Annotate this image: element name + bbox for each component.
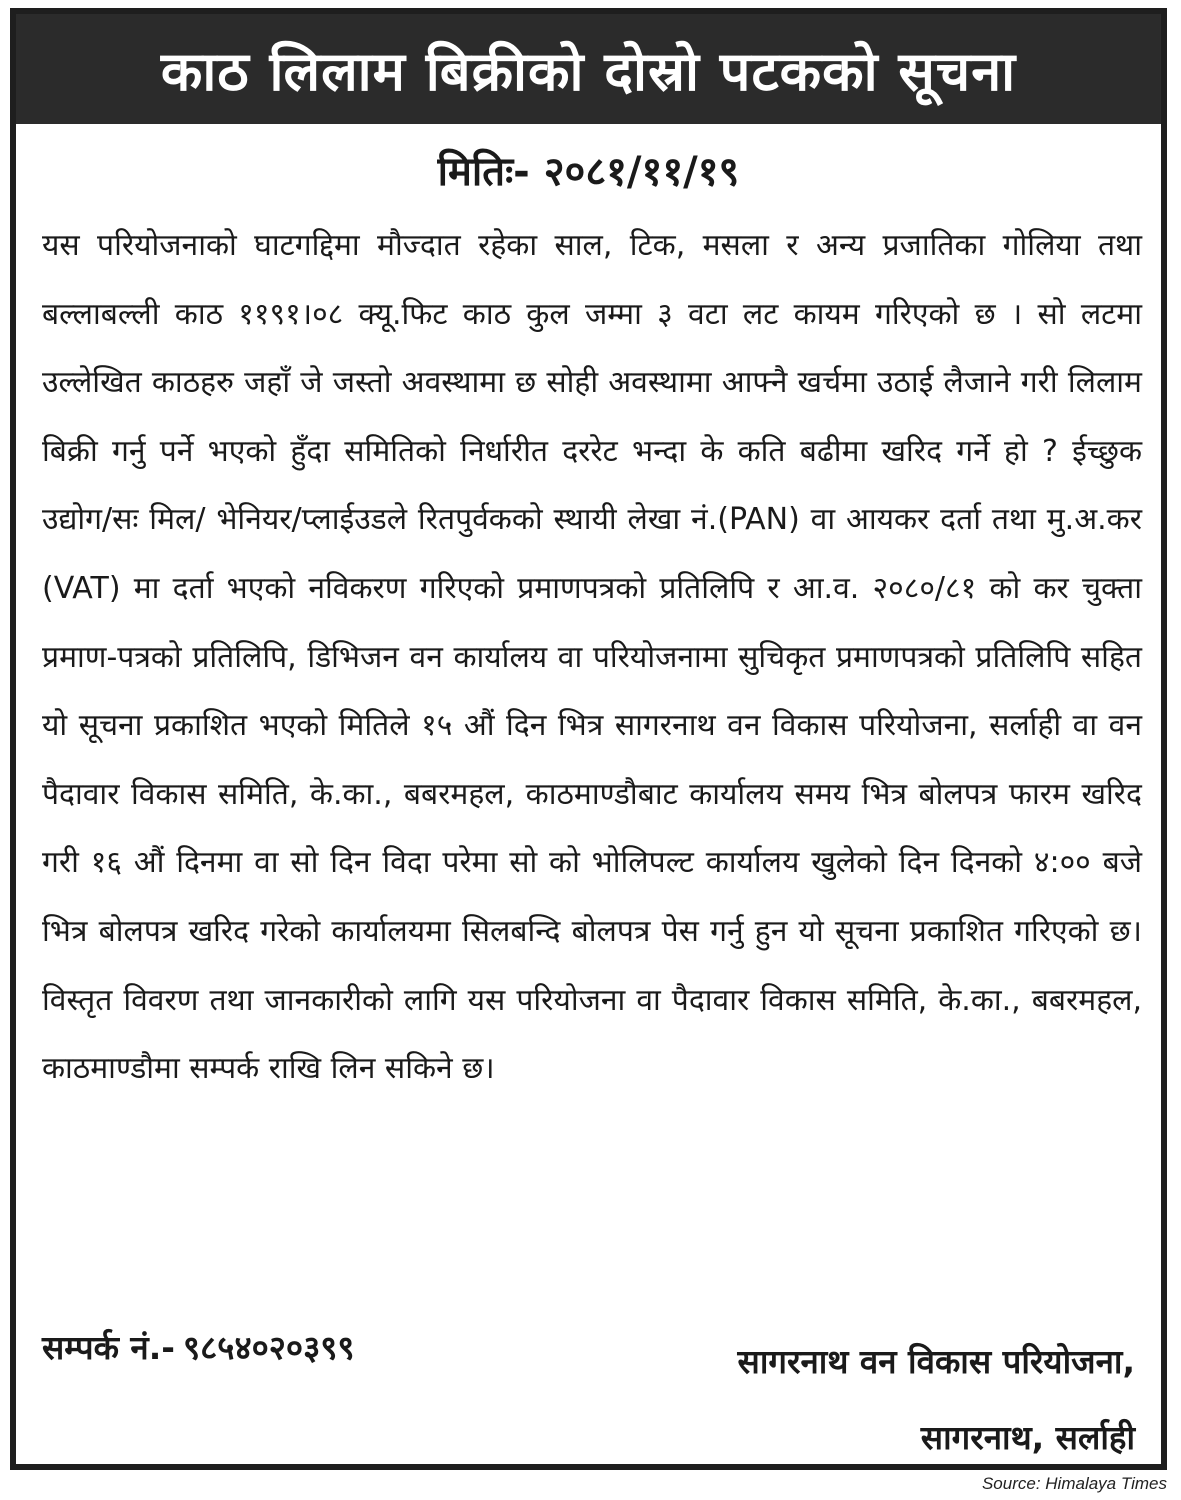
contact-number: ९८५४०२०३९९ (182, 1328, 355, 1367)
date-value: २०८१/११/१९ (543, 149, 740, 195)
contact-label: सम्पर्क नं.- (42, 1328, 175, 1367)
date-label: मितिः- (437, 149, 530, 195)
source-credit: Source: Himalaya Times (981, 1474, 1167, 1493)
notice-title: काठ लिलाम बिक्रीको दोस्रो पटकको सूचना (160, 40, 1017, 103)
title-banner (16, 14, 1161, 124)
notice-date (16, 142, 1161, 197)
signature-location: सागरनाथ, सर्लाही (920, 1418, 1135, 1457)
contact-line (42, 1324, 355, 1369)
signature-block (738, 1324, 1135, 1476)
notice-frame (10, 8, 1167, 1470)
signature-organization: सागरनाथ वन विकास परियोजना, (737, 1342, 1135, 1381)
notice-body: यस परियोजनाको घाटगद्दिमा मौज्दात रहेका साल, टिक, मसला र अन्य प्रजातिका गोलिया तथा बल्लाबल्ली काठ ११९१।०८ क्यू.फिट काठ कुल जम्मा ३ वटा लट कायम गरिएको छ । सो लटमा उल्लेखित काठहरु जहाँ जे जस्तो अवस्थामा छ सोही अवस्थामा आफ्नै खर्चमा उठाई लैजाने गरी लिलाम बिक्री गर्नु पर्ने भएको हुँदा समितिको निर्धारीत दररेट भन्दा के कति बढीमा खरिद गर्ने हो ? ईच्छुक उद्योग/सः मिल/ भेनियर/प्लाईउडले रितपुर्वकको स्थायी लेखा नं.(PAN) वा आयकर दर्ता तथा मु.अ.कर (VAT) मा दर्ता भएको नविकरण गरिएको प्रमाणपत्रको प्रतिलिपि र आ.व. २०८०/८१ को कर चुक्ता प्रमाण-पत्रको प्रतिलिपि, डिभिजन वन कार्यालय वा परियोजनामा सुचिकृत प्रमाणपत्रको प्रतिलिपि सहित यो सूचना प्रकाशित भएको मितिले १५ औं दिन भित्र सागरनाथ वन विकास परियोजना, सर्लाही वा वन पैदावार विकास समिति, के.का., बबरमहल, काठमाण्डौबाट कार्यालय समय भित्र बोलपत्र फारम खरिद गरी १६ औं दिनमा वा सो दिन विदा परेमा सो को भोलिपल्ट कार्यालय खुलेको दिन दिनको ४:०० बजे भित्र बोलपत्र खरिद गरेको कार्यालयमा सिलबन्दि बोलपत्र पेस गर्नु हुन यो सूचना प्रकाशित गरिएको छ। विस्तृत विवरण तथा जानकारीको लागि यस परियोजना वा पैदावार विकास समिति, के.का., बबरमहल, काठमाण्डौमा सम्पर्क राखि लिन सकिने छ। (42, 228, 1142, 1087)
